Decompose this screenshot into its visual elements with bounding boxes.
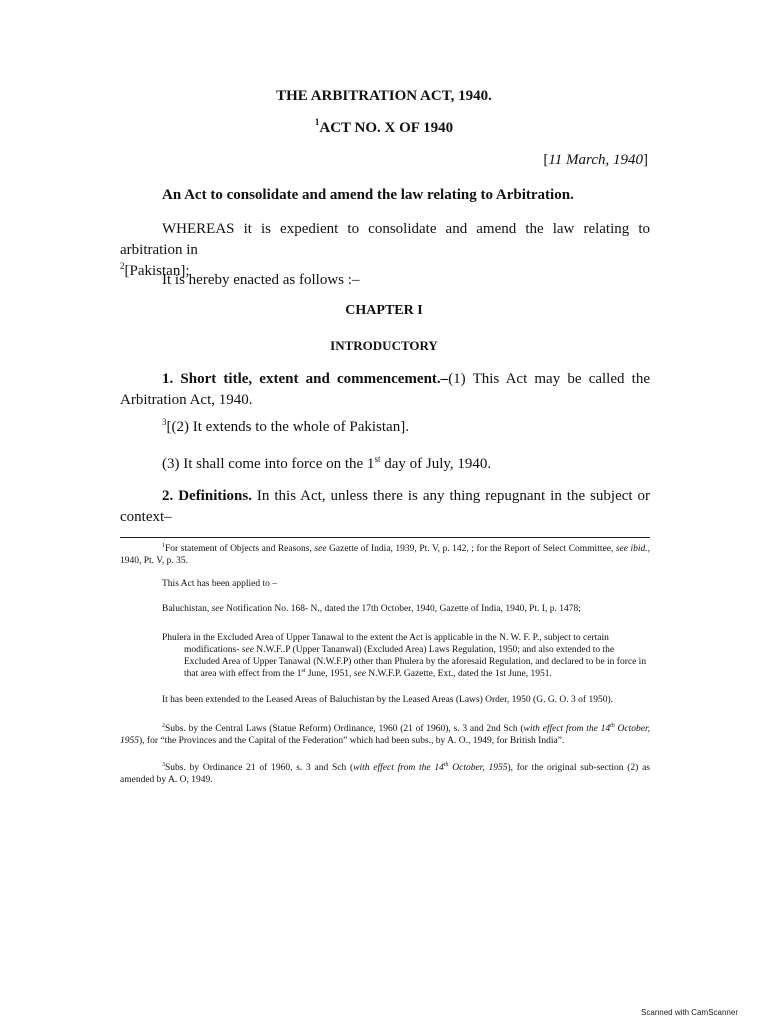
- section-2: 2. Definitions. In this Act, unless there is any thing repugnant in the subject or context–: [120, 488, 650, 525]
- section-1-1: 1. Short title, extent and commencement.–(1) This Act may be called the Arbitration Act, 1940.: [120, 371, 651, 408]
- footnote-3: $^3$Subs. by Ordinance 21 of 1960, s. 3 and Sch (with effect from the 14th October, 1955), for the original sub-section (2) as amended by A. O, 1949.: [120, 762, 651, 785]
- camscanner-watermark: Scanned with CamScanner: [641, 1008, 738, 1017]
- enacting-clause: It is hereby enacted as follows :–: [162, 272, 360, 288]
- whereas-paragraph: WHEREAS it is expedient to consolidate and amend the law relating to arbitration in $^2$[Pakistan];: [120, 221, 650, 279]
- footnote-divider: [120, 537, 650, 538]
- footnote-ref-1: 1: [314, 117, 320, 127]
- footnote-leased-areas: It has been extended to the Leased Areas of Baluchistan by the Leased Areas (Laws) Order, 1950 (G. G. O. 3 of 1950).: [162, 695, 613, 705]
- act-number-text: ACT NO. X OF 1940: [319, 120, 454, 136]
- act-date: [11 March, 1940]: [543, 152, 648, 168]
- act-number: [0, 117, 768, 137]
- footnote-ref-2: 2: [120, 261, 125, 271]
- act-date-text: 11 March, 1940: [548, 152, 643, 168]
- chapter-subheading: INTRODUCTORY: [330, 338, 438, 353]
- footnote-phulera: Phulera in the Excluded Area of Upper Tanawal to the extent the Act is applicable in the N. W. F. P., subject to certain modifications- see N.W.F..P (Upper Tananwal) (Excluded Area) Laws Regulation, 1950; and also extended to the Excluded Area of Upper Tanawal (N.W.F.P) other than Phulera by the aforesaid Regulation, and declared to be in force in that area with effect from the 1st June, 1951, see N.W.F.P. Gazette, Ext., dated the 1st June, 1951.: [162, 633, 647, 679]
- act-title: THE ARBITRATION ACT, 1940.: [276, 88, 492, 104]
- section-1-heading: 1. Short title, extent and commencement.–: [162, 371, 449, 387]
- footnote-applied: This Act has been applied to –: [162, 579, 278, 589]
- footnote-1: $^1$For statement of Objects and Reasons, see Gazette of India, 1939, Pt. V, p. 142, ; for the Report of Select Committee, see ibid., 1940, Pt. V, p. 35.: [120, 543, 650, 566]
- section-1-2: $^3$[(2) It extends to the whole of Pakistan].: [162, 417, 409, 435]
- footnote-ref-3: 3: [162, 417, 167, 427]
- footnote-baluchistan: Baluchistan, see Notification No. 168- N., dated the 17th October, 1940, Gazette of India, 1940, Pt. I, p. 1478;: [162, 604, 581, 614]
- section-2-heading: 2. Definitions.: [162, 488, 252, 504]
- section-1-3: (3) It shall come into force on the 1st day of July, 1940.: [162, 454, 492, 472]
- footnote-2: $^2$Subs. by the Central Laws (Statue Reform) Ordinance, 1960 (21 of 1960), s. 3 and 2nd Sch (with effect from the 14th October, 1955), for “the Provinces and the Capital of the Federation” which had been subs., by A. O., 1949, for British India”.: [120, 723, 651, 746]
- chapter-heading: CHAPTER I: [345, 303, 423, 318]
- long-title: An Act to consolidate and amend the law relating to Arbitration.: [162, 187, 574, 203]
